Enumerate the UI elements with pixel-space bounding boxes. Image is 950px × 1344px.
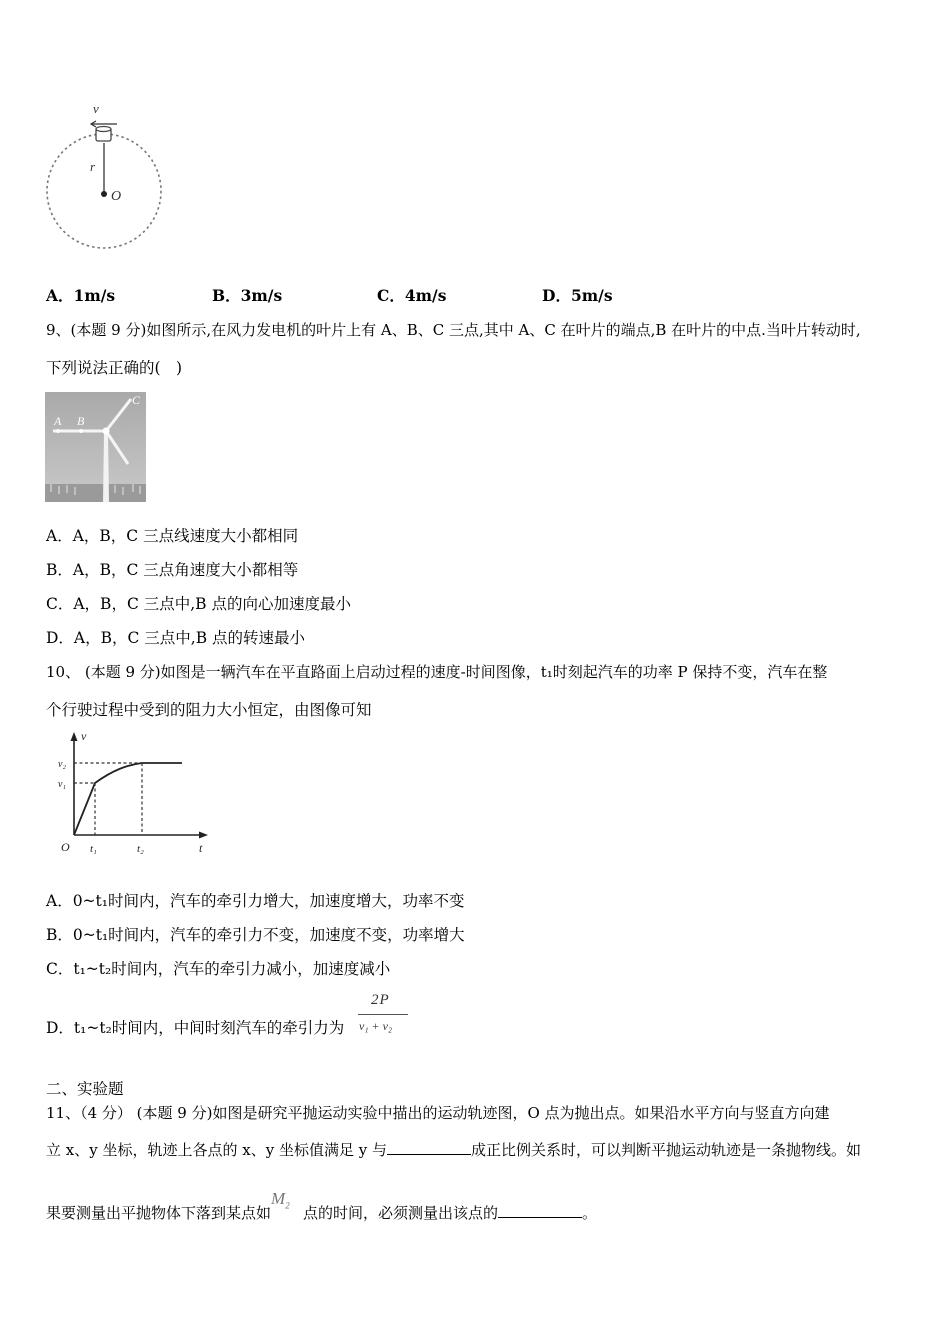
q9-option-b: B．A，B，C 三点角速度大小都相等 (46, 561, 299, 579)
answer-blank-1[interactable] (387, 1140, 471, 1155)
velocity-time-graph (55, 728, 215, 858)
q9-option-a: A．A，B，C 三点线速度大小都相同 (46, 527, 299, 545)
formula-denominator: v₁ + v₂ (359, 1019, 393, 1033)
origin-label: O (61, 840, 70, 854)
section-heading: 二、实验题 (46, 1080, 124, 1098)
label-v: v (93, 101, 99, 116)
fraction-bar (358, 1014, 408, 1015)
q10-stem-line2: 个行驶过程中受到的阻力大小恒定，由图像可知 (46, 701, 372, 719)
q9-stem-line1: 9、(本题 9 分)如图所示,在风力发电机的叶片上有 A、B、C 三点,其中 A、C 在叶片的端点,B 在叶片的中点.当叶片转动时, (46, 321, 861, 339)
circular-motion-figure (40, 95, 170, 265)
tick-label-v1: v₁ (58, 779, 66, 790)
q10-option-b: B．0~t₁时间内，汽车的牵引力不变，加速度不变，功率增大 (46, 926, 465, 944)
q8-option-c: C．4m/s (377, 286, 447, 305)
axis-label-v: v (81, 729, 87, 743)
answer-blank-2[interactable] (498, 1203, 582, 1218)
q8-option-d: D．5m/s (542, 286, 613, 305)
tick-label-t1: t₁ (90, 843, 97, 855)
q11-line1: 11、（4 分） (本题 9 分)如图是研究平抛运动实验中描出的运动轨迹图，O 点为抛出点。如果沿水平方向与竖直方向建 (46, 1104, 830, 1122)
q10-stem-line1: 10、 (本题 9 分)如图是一辆汽车在平直路面上启动过程的速度-时间图像，t₁时刻起汽车的功率 P 保持不变，汽车在整 (46, 663, 828, 681)
tick-label-t2: t₂ (137, 843, 144, 855)
label-o: O (111, 189, 122, 204)
wind-turbine-photo (45, 392, 146, 502)
q9-option-c: C．A，B，C 三点中,B 点的向心加速度最小 (46, 595, 351, 613)
q10-option-d: D．t₁~t₂时间内，中间时刻汽车的牵引力为 (46, 1019, 345, 1037)
tick-label-v2: v₂ (58, 759, 66, 770)
formula-numerator: 2P (371, 992, 390, 1008)
q11-line2: 立 x、y 坐标，轨迹上各点的 x、y 坐标值满足 y 与 成正比例关系时，可以判断平抛运动轨迹是一条抛物线。如 (46, 1141, 861, 1159)
label-c: C (132, 393, 141, 407)
q10-option-c: C．t₁~t₂时间内，汽车的牵引力减小，加速度减小 (46, 960, 391, 978)
m2-symbol: $M_2$ (271, 1189, 290, 1211)
label-r: r (90, 159, 96, 174)
q8-option-a: A．1m/s (46, 286, 116, 305)
axis-label-t: t (199, 841, 203, 855)
q9-stem-line2: 下列说法正确的( ) (46, 359, 183, 377)
q11-line3: 果要测量出平抛物体下落到某点如$M_2$ 点的时间，必须测量出该点的 。 (46, 1189, 598, 1222)
q8-option-b: B．3m/s (212, 286, 283, 305)
label-b: B (77, 414, 85, 428)
q10-option-a: A．0~t₁时间内，汽车的牵引力增大，加速度增大，功率不变 (46, 892, 465, 910)
label-a: A (54, 414, 62, 428)
q9-option-d: D．A，B，C 三点中,B 点的转速最小 (46, 629, 306, 647)
